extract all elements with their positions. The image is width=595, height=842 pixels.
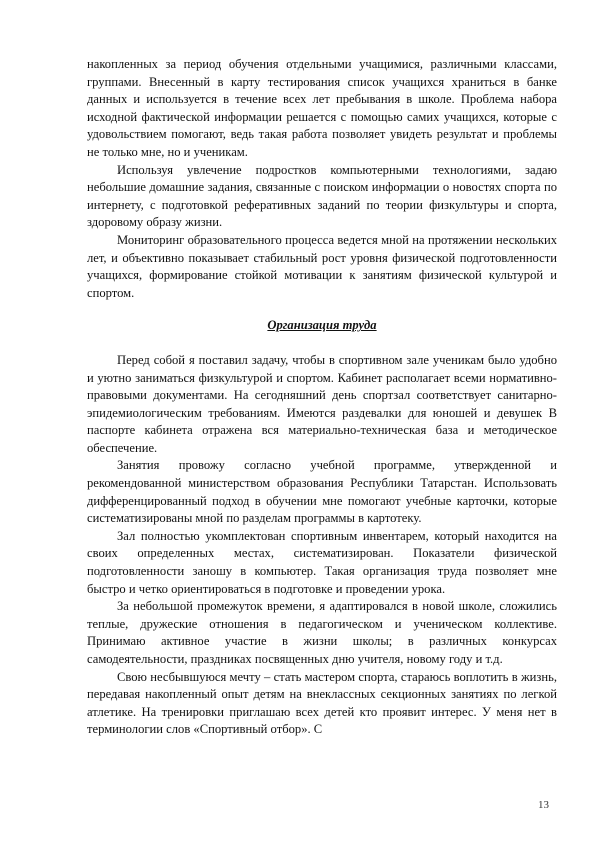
paragraph-1: накопленных за период обучения отдельными учащимися, различными классами, группами. Внесенный в карту тестирования список учащихся храниться в банке данных и используется в течение всех лет пребывания в школе. Проблема набора исходной фактической информации решается с помощью самих учащихся, которые с удовольствием помогают, ведь такая работа позволяет увидеть результат и проблемы не только мне, но и ученикам. [87, 57, 557, 159]
paragraph-5: Занятия провожу согласно учебной программе, утвержденной и рекомендованной министерством образования Республики Татарстан. Использовать дифференцированный подход в обучении мне помогают учебные карточки, которые систематизированы мной по разделам программы в картотеку. [87, 458, 557, 526]
page-number: 13 [538, 799, 549, 811]
paragraph-8: Свою несбывшуюся мечту – стать мастером спорта, стараюсь воплотить в жизнь, передавая накопленный опыт детям на внеклассных секционных занятиях по легкой атлетике. На тренировки приглашаю всех детей кто проявит интерес. У меня нет в терминологии слов «Спортивный отбор». С [87, 669, 557, 737]
paragraph-7: За небольшой промежуток времени, я адаптировался в новой школе, сложились теплые, дружеские отношения в педагогическом и ученическом коллективе. Принимаю активное участие в жизни школы; в различных конкурсах самодеятельности, праздниках посвященных дню учителя, новому году и т.д. [87, 599, 557, 666]
section-heading: Организация труда [267, 318, 377, 333]
paragraph-2: Используя увлечение подростков компьютерными технологиями, задаю небольшие домашние задания, связанные с поиском информации о новостях спорта по интернету, с подготовкой реферативных заданий по теории физкультуры и спорта, здоровому образу жизни. [87, 162, 557, 230]
paragraph-4: Перед собой я поставил задачу, чтобы в спортивном зале ученикам было удобно и уютно заниматься физкультурой и спортом. Кабинет располагает всеми нормативно-правовыми документами. На сегодняшний день спортзал соответствует санитарно-эпидемиологическим требованиям. Имеются раздевалки для юношей и девушек В паспорте кабинета отражена вся материально-техническая база и методическое обеспечение. [87, 352, 557, 455]
paragraph-6: Зал полностью укомплектован спортивным инвентарем, который находится на своих определенных местах, систематизирован. Показатели физической подготовленности заношу в компьютер. Такая организация труда позволяет мне быстро и четко ориентироваться в подготовке и проведении урока. [87, 528, 557, 596]
document-page [87, 56, 557, 739]
paragraph-3: Мониторинг образовательного процесса ведется мной на протяжении нескольких лет, и объективно показывает стабильный рост уровня физической подготовленности учащихся, формирование стойкой мотивации к занятиям физической культурой и спортом. [87, 232, 557, 300]
